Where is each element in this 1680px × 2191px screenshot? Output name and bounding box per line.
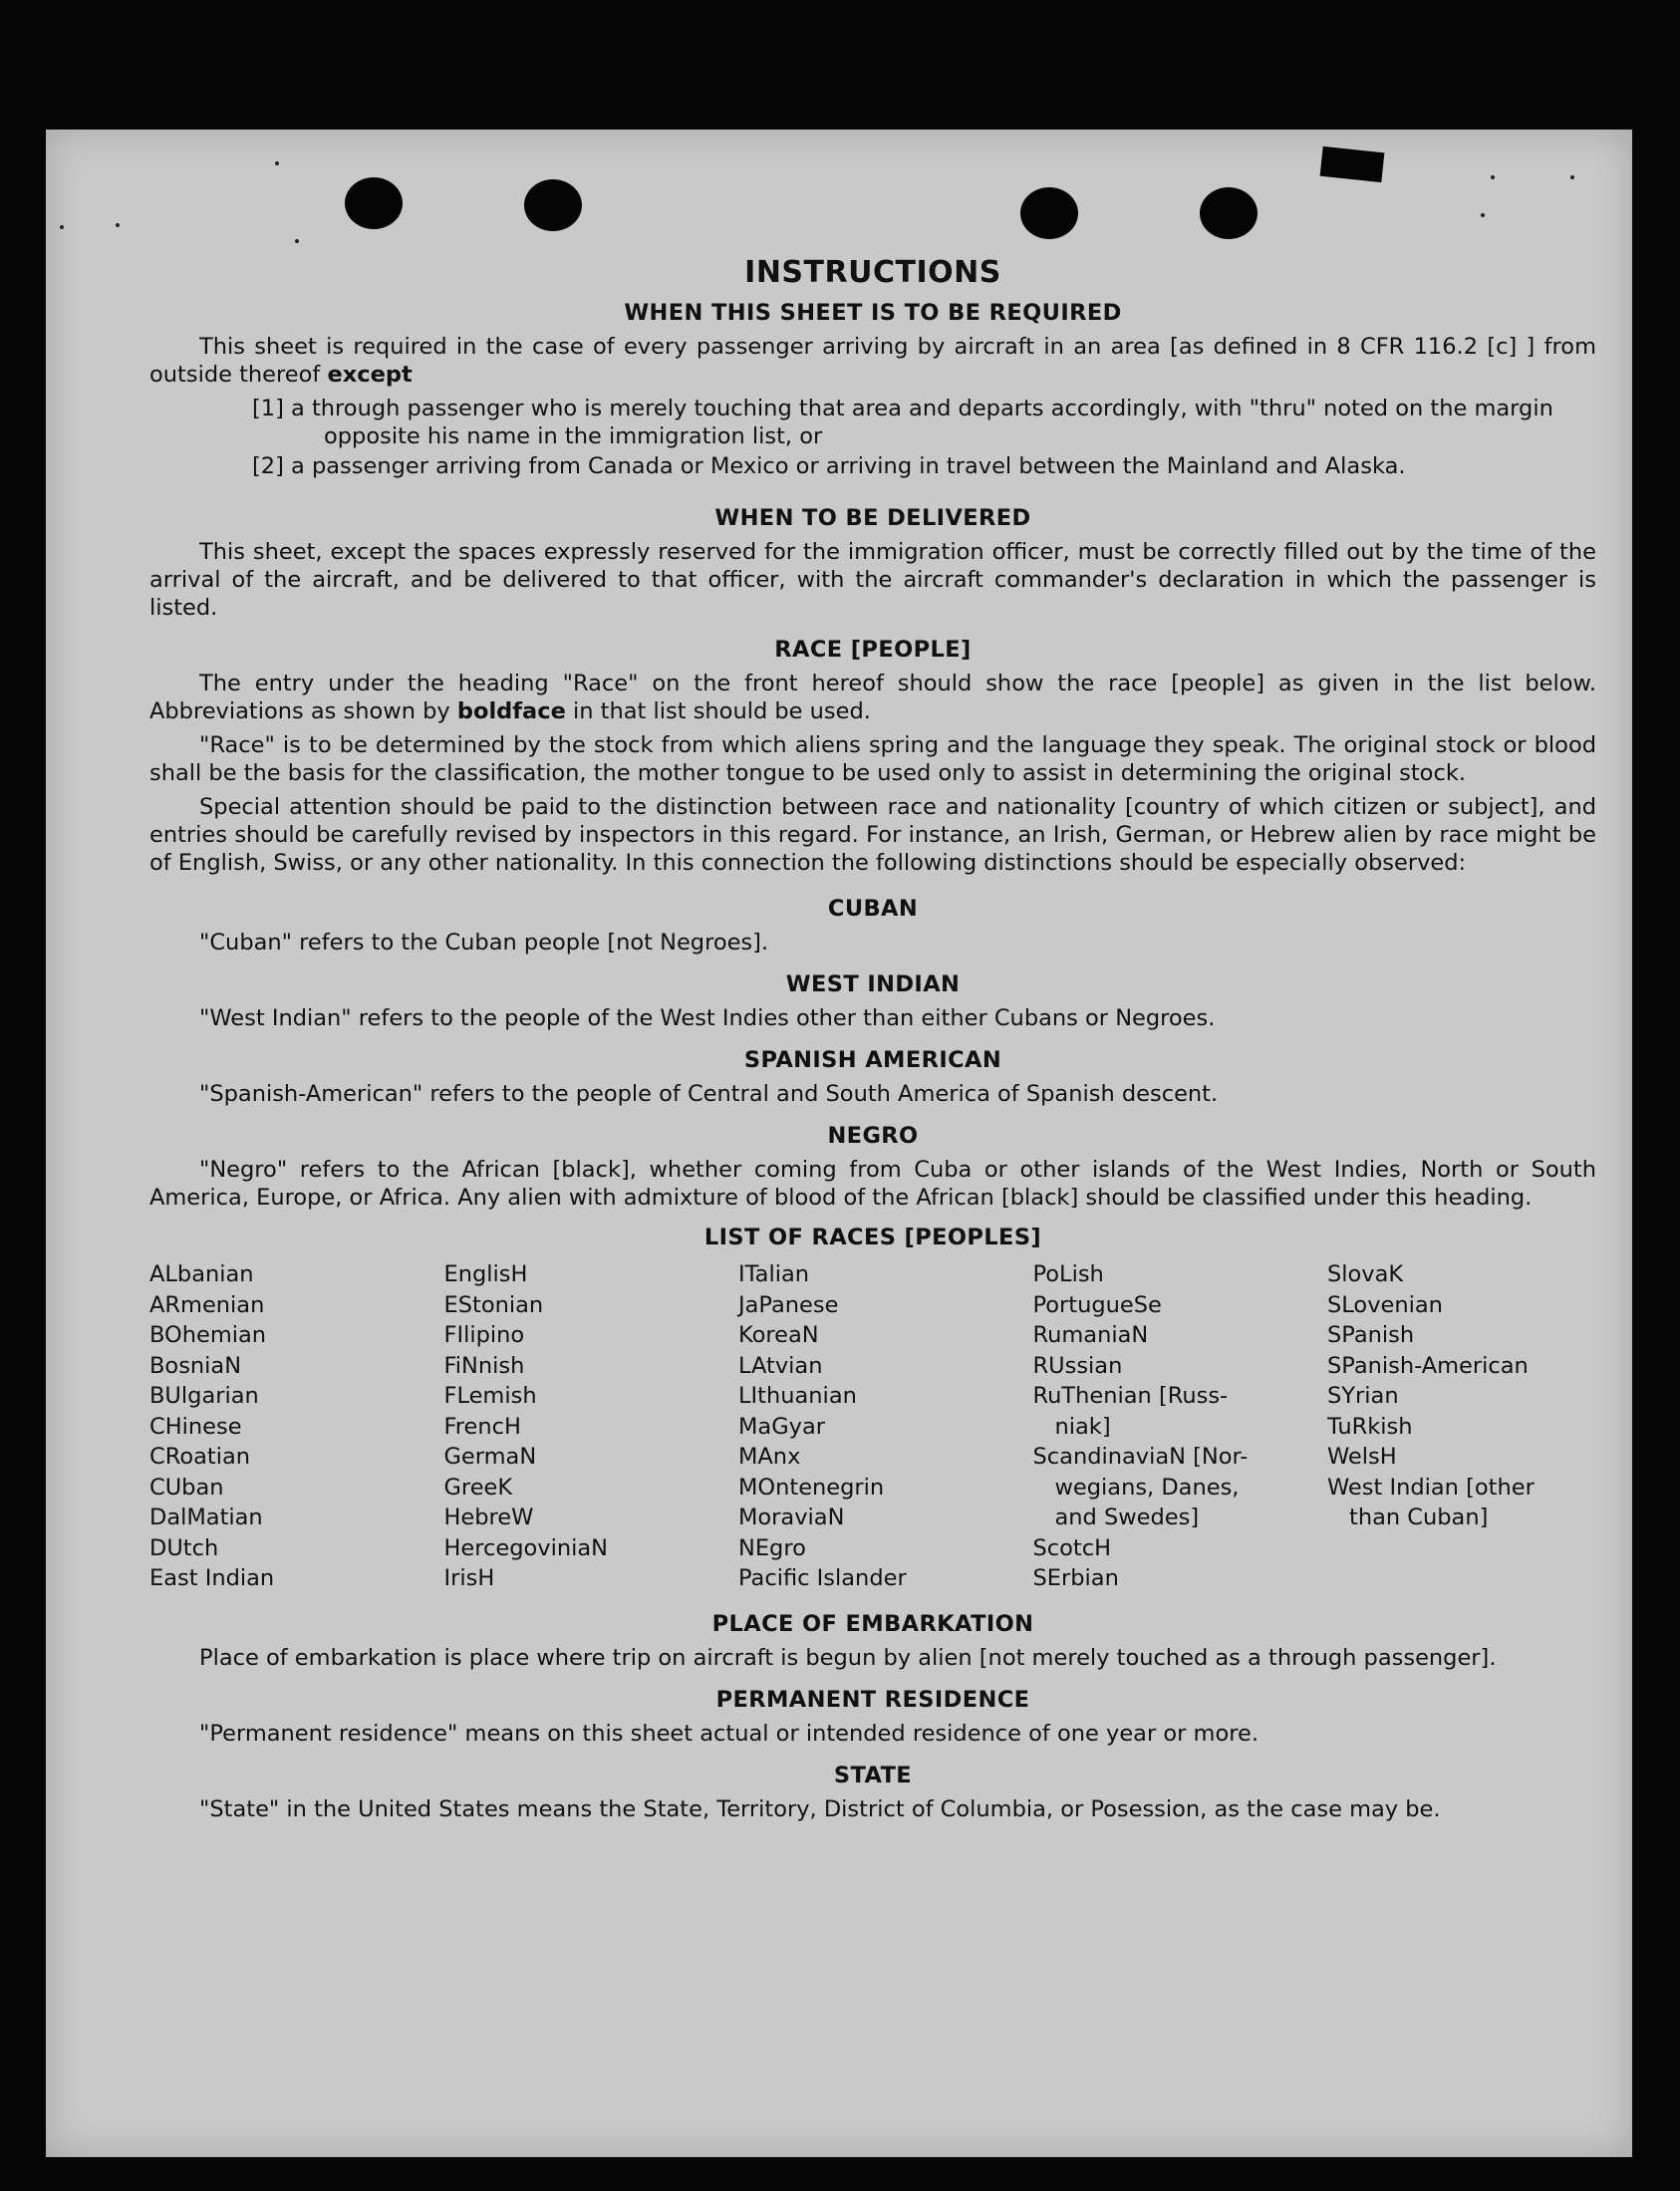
- speck: [60, 225, 64, 229]
- speck: [1481, 213, 1485, 217]
- race-entry: MOntenegrin: [738, 1474, 885, 1501]
- cuban-text: "Cuban" refers to the Cuban people [not Negroes].: [199, 930, 769, 956]
- race-entry: PoLish: [1032, 1261, 1104, 1287]
- section-heading-state: STATE: [833, 1762, 913, 1788]
- section-heading-west-indian: WEST INDIAN: [785, 971, 961, 997]
- speck: [1491, 175, 1495, 179]
- race-entry: KoreaN: [738, 1322, 819, 1348]
- race-entry: JaPanese: [738, 1291, 839, 1318]
- embarkation-text: Place of embarkation is place where trip on aircraft is begun by alien [not merely touched as a through passenger].: [199, 1644, 1497, 1671]
- torn-corner: [1320, 146, 1385, 182]
- race-entry-continued: wegians, Danes,: [1054, 1474, 1240, 1501]
- race-entry: BUlgarian: [149, 1383, 259, 1409]
- race-entry: LIthuanian: [738, 1383, 857, 1409]
- race-entry: SPanish-American: [1327, 1352, 1529, 1379]
- section-heading-list-of-races: LIST OF RACES [PEOPLES]: [703, 1225, 1042, 1250]
- race-entry-continued: niak]: [1054, 1413, 1111, 1440]
- page-title: INSTRUCTIONS: [744, 255, 1001, 290]
- residence-text: "Permanent residence" means on this sheet actual or intended residence of one year or more.: [199, 1720, 1259, 1747]
- section-heading-when-delivered: WHEN TO BE DELIVERED: [714, 505, 1031, 531]
- race-entry: ScandinaviaN [Nor-: [1032, 1444, 1249, 1470]
- document-sheet: [46, 130, 1632, 2157]
- race-entry-continued: than Cuban]: [1349, 1505, 1489, 1530]
- punch-hole: [345, 177, 403, 229]
- exception-item-2: [2] a passenger arriving from Canada or Mexico or arriving in travel between the Mainland and Alaska.: [252, 453, 1406, 479]
- race-entry: SErbian: [1032, 1565, 1119, 1591]
- section-heading-permanent-residence: PERMANENT RESIDENCE: [715, 1686, 1030, 1713]
- section-heading-spanish-american: SPANISH AMERICAN: [743, 1047, 1002, 1073]
- race-entry: NEgro: [738, 1534, 806, 1561]
- race-entry: BOhemian: [149, 1322, 267, 1348]
- race-entry: MaGyar: [738, 1413, 825, 1440]
- speck: [275, 161, 279, 165]
- when-delivered-text: This sheet, except the spaces expressly reserved for the immigration officer, must be correctly filled out by the time of the arrival of the aircraft, and be delivered to that officer, with the aircraft commander's declaration in which the passenger is listed.: [149, 539, 1596, 621]
- races-column-1: [149, 1259, 428, 1594]
- race-entry: MAnx: [738, 1444, 801, 1470]
- negro-text: "Negro" refers to the African [black], whether coming from Cuba or other islands of the West Indies, North or South America, Europe, or Africa. Any alien with admixture of blood of the African [black] should be classified under this heading.: [149, 1157, 1596, 1211]
- race-entry: West Indian [other: [1327, 1474, 1535, 1501]
- race-entry: ALbanian: [149, 1261, 254, 1287]
- speck: [116, 223, 120, 227]
- race-entry: East Indian: [149, 1565, 275, 1591]
- races-column-4: [1033, 1259, 1312, 1594]
- races-list: [149, 1259, 1596, 1594]
- races-column-5: [1327, 1259, 1596, 1594]
- state-text: "State" in the United States means the State, Territory, District of Columbia, or Posession, as the case may be.: [199, 1795, 1441, 1822]
- race-entry: Pacific Islander: [738, 1565, 907, 1591]
- speck: [1570, 175, 1574, 179]
- race-entry: DalMatian: [149, 1505, 263, 1530]
- race-entry: PortugueSe: [1032, 1291, 1162, 1318]
- race-entry: WelsH: [1327, 1444, 1397, 1470]
- race-entry: CHinese: [149, 1413, 242, 1440]
- punch-hole: [524, 179, 582, 231]
- race-entry: SLovenian: [1327, 1291, 1443, 1318]
- race-entry: EStonian: [443, 1291, 544, 1318]
- race-entry: GermaN: [443, 1444, 537, 1470]
- instructions-body: [149, 255, 1596, 1829]
- race-entry: GreeK: [443, 1474, 513, 1501]
- when-required-intro: This sheet is required in the case of every passenger arriving by aircraft in an area [as defined in 8 CFR 116.2 [c] ] from outside thereof except: [149, 334, 1596, 388]
- race-entry: EnglisH: [443, 1261, 528, 1287]
- race-entry: HercegoviniaN: [443, 1534, 608, 1561]
- race-entry: IrisH: [443, 1565, 495, 1591]
- race-entry: DUtch: [149, 1534, 219, 1561]
- race-entry: MoraviaN: [738, 1505, 845, 1530]
- race-entry-continued: and Swedes]: [1054, 1505, 1200, 1530]
- race-entry: SlovaK: [1327, 1261, 1404, 1287]
- section-heading-race: RACE [PEOPLE]: [774, 637, 972, 663]
- section-heading-cuban: CUBAN: [827, 896, 919, 922]
- race-paragraph-1: The entry under the heading "Race" on the front hereof should show the race [people] as given in the list below. Abbreviations as shown by boldface in that list should be used.: [149, 671, 1596, 724]
- race-entry: BosniaN: [149, 1352, 242, 1379]
- section-heading-embarkation: PLACE OF EMBARKATION: [711, 1610, 1034, 1637]
- race-entry: RUssian: [1032, 1352, 1123, 1379]
- races-column-3: [738, 1259, 1017, 1594]
- exception-item-1: [1] a through passenger who is merely touching that area and departs accordingly, with "thru" noted on the margin opposite his name in the immigration list, or: [252, 396, 1553, 449]
- race-entry: FiNnish: [443, 1352, 525, 1379]
- west-indian-text: "West Indian" refers to the people of the West Indies other than either Cubans or Negroes.: [199, 1005, 1216, 1031]
- race-entry: HebreW: [443, 1505, 534, 1530]
- punch-hole: [1020, 187, 1078, 239]
- except-bold: except: [327, 362, 413, 388]
- race-entry: SYrian: [1327, 1383, 1399, 1409]
- race-entry: ARmenian: [149, 1291, 265, 1318]
- speck: [295, 239, 299, 243]
- race-entry: LAtvian: [738, 1352, 823, 1379]
- race-entry: FrencH: [443, 1413, 521, 1440]
- punch-hole: [1200, 187, 1258, 239]
- race-entry: ITalian: [738, 1261, 809, 1287]
- race-entry: ScotcH: [1032, 1534, 1112, 1561]
- race-entry: CRoatian: [149, 1444, 251, 1470]
- race-entry: RuThenian [Russ-: [1032, 1383, 1229, 1409]
- boldface-word: boldface: [456, 698, 566, 724]
- section-heading-negro: NEGRO: [827, 1123, 919, 1149]
- race-entry: FLemish: [443, 1383, 537, 1409]
- race-entry: CUban: [149, 1474, 224, 1501]
- race-entry: SPanish: [1327, 1322, 1415, 1348]
- race-entry: TuRkish: [1327, 1413, 1413, 1440]
- spanish-american-text: "Spanish-American" refers to the people of Central and South America of Spanish descent.: [199, 1081, 1219, 1107]
- section-heading-when-required: WHEN THIS SHEET IS TO BE REQUIRED: [624, 300, 1122, 326]
- race-entry: RumaniaN: [1032, 1322, 1149, 1348]
- race-entry: FIlipino: [443, 1322, 525, 1348]
- races-column-2: [444, 1259, 723, 1594]
- race-paragraph-2: "Race" is to be determined by the stock from which aliens spring and the language they speak. The original stock or blood shall be the basis for the classification, the mother tongue to be used only to assist in determining the original stock.: [149, 732, 1596, 786]
- race-paragraph-3: Special attention should be paid to the distinction between race and nationality [country of which citizen or subject], and entries should be carefully revised by inspectors in this regard. For instance, an Irish, German, or Hebrew alien by race might be of English, Swiss, or any other nationality. In this connection the following distinctions should be especially observed:: [149, 794, 1596, 876]
